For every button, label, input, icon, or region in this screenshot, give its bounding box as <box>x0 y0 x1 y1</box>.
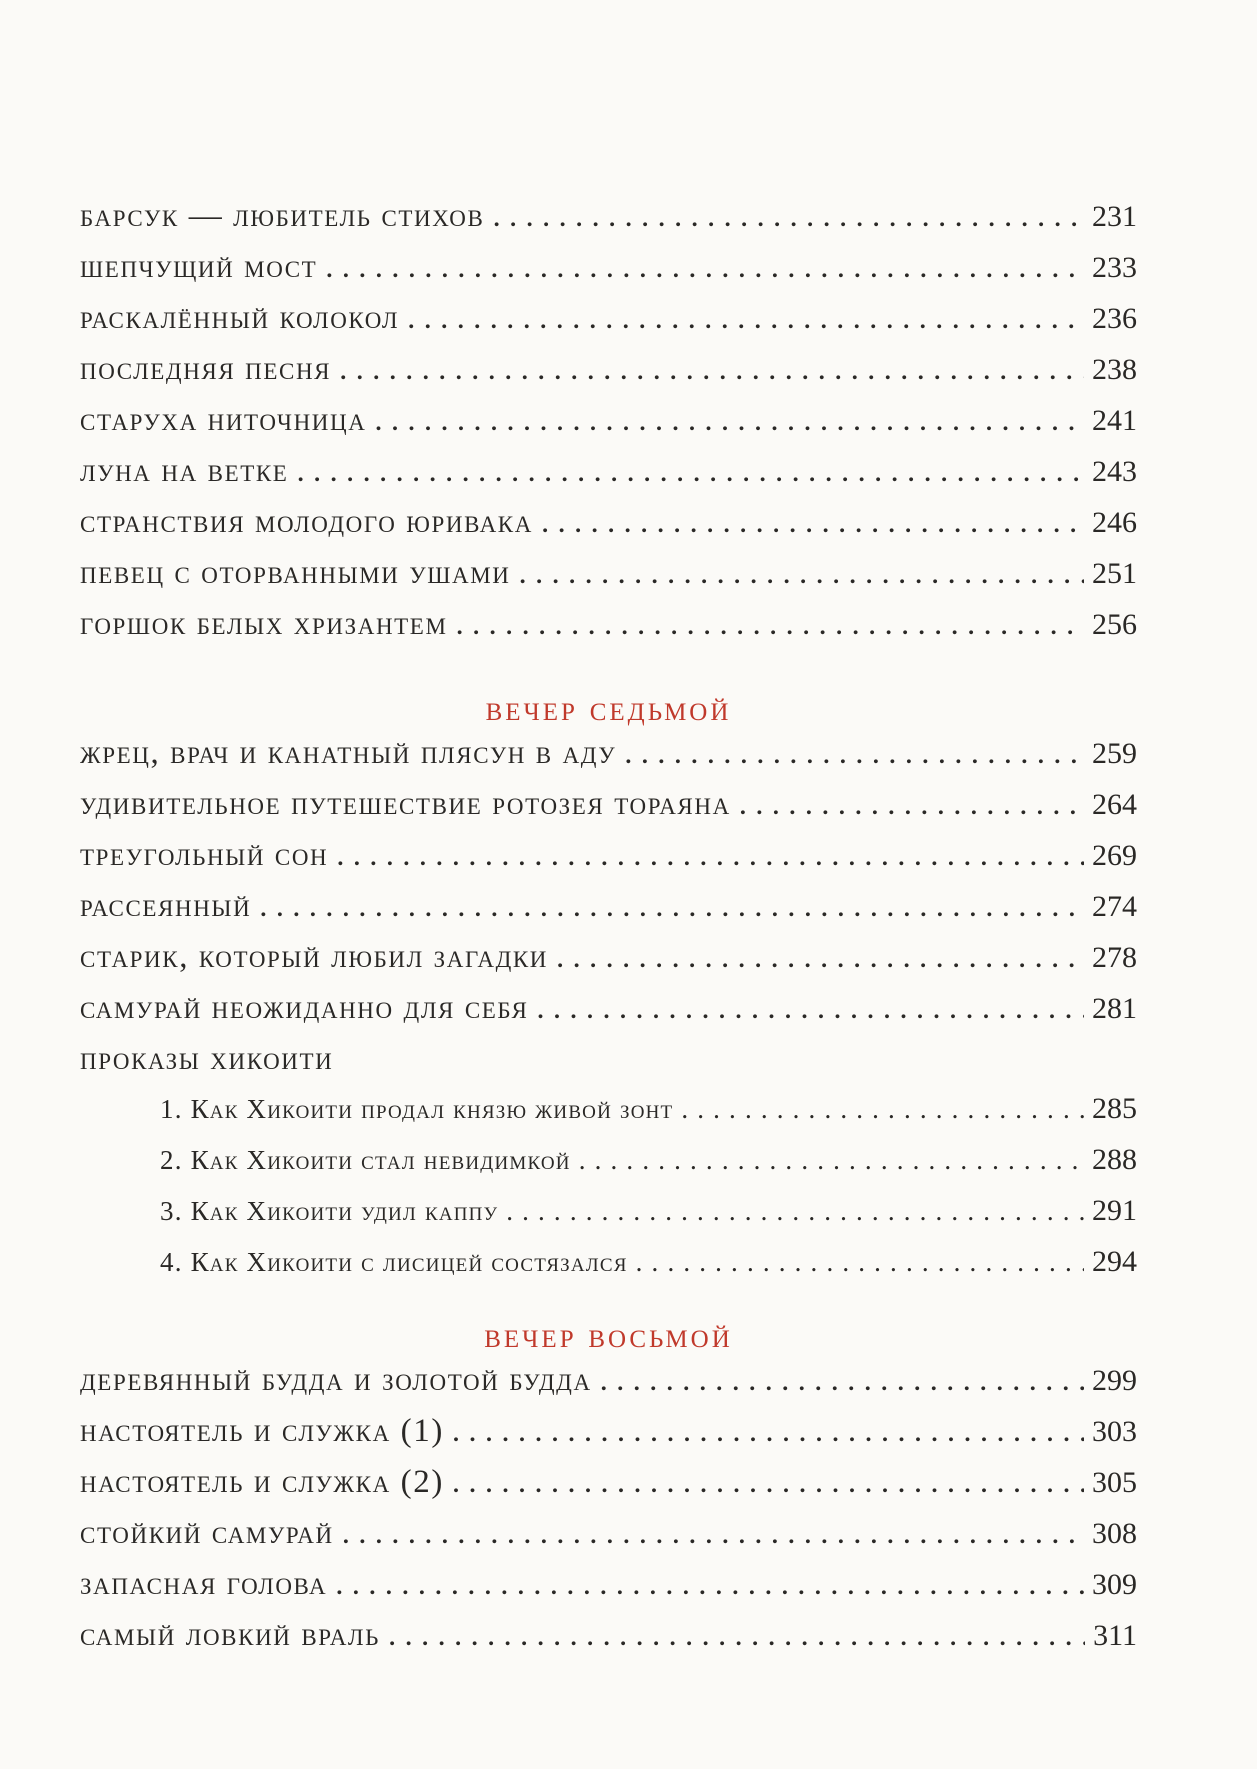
toc-entry[interactable] <box>80 1464 1137 1515</box>
toc-entry-title: последняя песня <box>80 351 332 387</box>
leader-dots <box>336 837 1084 874</box>
toc-entry-title: странствия молодого юривака <box>80 504 533 540</box>
toc-entry-title: шепчущий мост <box>80 249 318 285</box>
toc-entry[interactable] <box>80 504 1137 555</box>
leader-dots <box>492 198 1084 235</box>
leader-dots <box>600 1362 1084 1399</box>
leader-dots <box>536 990 1084 1027</box>
toc-entry-page: 264 <box>1092 788 1137 821</box>
leader-dots <box>519 555 1084 592</box>
leader-dots <box>739 786 1084 823</box>
toc-subentry[interactable] <box>80 1245 1137 1296</box>
toc-entry-title: рассеянный <box>80 888 252 924</box>
toc-entry-page: 246 <box>1092 506 1137 539</box>
toc-entry-page: 251 <box>1092 557 1137 590</box>
leader-dots <box>579 1145 1084 1176</box>
toc-entry-title: настоятель и служка (1) <box>80 1413 444 1449</box>
leader-dots <box>259 888 1084 925</box>
toc-entry[interactable] <box>80 453 1137 504</box>
leader-dots <box>506 1196 1084 1227</box>
toc-entry-title: деревянный будда и золотой будда <box>80 1362 592 1398</box>
toc-entry-page: 238 <box>1092 353 1137 386</box>
toc-entry-title: самый ловкий враль <box>80 1617 380 1653</box>
toc-entry-page: 281 <box>1092 992 1137 1025</box>
section-heading-evening-7: вечер седьмой <box>485 689 732 728</box>
toc-entry[interactable] <box>80 198 1137 249</box>
toc-entry-page: 243 <box>1092 455 1137 488</box>
leader-dots <box>335 1566 1084 1603</box>
toc-subentry-title: 3. Как Хикоити удил каппу <box>160 1196 499 1226</box>
toc-entry[interactable] <box>80 990 1137 1041</box>
toc-subentry[interactable] <box>80 1143 1137 1194</box>
toc-subentry-title: 1. Как Хикоити продал князю живой зонт <box>160 1094 674 1124</box>
toc-entry-page: 308 <box>1092 1517 1137 1550</box>
toc-entry[interactable] <box>80 1515 1137 1566</box>
toc-entry-page: 303 <box>1092 1415 1137 1448</box>
toc-entry-title: запасная голова <box>80 1566 328 1602</box>
leader-dots <box>296 453 1084 490</box>
toc-entry-title: самурай неожиданно для себя <box>80 990 529 1026</box>
toc-entry-page: 259 <box>1092 737 1137 770</box>
toc-entry-title: певец с оторванными ушами <box>80 555 511 591</box>
toc-subentry-title: 4. Как Хикоити с лисицей состязался <box>160 1247 628 1277</box>
toc-entry[interactable] <box>80 786 1137 837</box>
toc-entry-title: жрец, врач и канатный плясун в аду <box>80 735 617 771</box>
toc-entry-title: старуха ниточница <box>80 402 367 438</box>
leader-dots <box>636 1247 1084 1278</box>
toc-subentry-page: 294 <box>1092 1245 1137 1278</box>
leader-dots <box>452 1464 1084 1501</box>
leader-dots <box>407 300 1084 337</box>
toc-entry[interactable] <box>80 249 1137 300</box>
toc-subentry-title: 2. Как Хикоити стал невидимкой <box>160 1145 571 1175</box>
leader-dots <box>388 1617 1085 1654</box>
toc-entry[interactable] <box>80 402 1137 453</box>
toc-entry-page: 269 <box>1092 839 1137 872</box>
toc-entry[interactable] <box>80 555 1137 606</box>
leader-dots <box>339 351 1084 388</box>
toc-entry-title: горшок белых хризантем <box>80 606 448 642</box>
toc-entry-page: 311 <box>1093 1619 1137 1652</box>
toc-entry-page: 305 <box>1092 1466 1137 1499</box>
toc-entry-page: 236 <box>1092 302 1137 335</box>
leader-dots <box>624 735 1084 772</box>
toc-entry[interactable] <box>80 300 1137 351</box>
leader-dots <box>452 1413 1084 1450</box>
toc-entry-title: луна на ветке <box>80 453 289 489</box>
toc-entry-page: 309 <box>1092 1568 1137 1601</box>
toc-entry[interactable] <box>80 351 1137 402</box>
toc-entry-page: 278 <box>1092 941 1137 974</box>
toc-entry[interactable] <box>80 837 1137 888</box>
toc-entry-title: удивительное путешествие ротозея тораяна <box>80 786 731 822</box>
leader-dots <box>374 402 1084 439</box>
toc-entry-page: 299 <box>1092 1364 1137 1397</box>
toc-entry[interactable] <box>80 1617 1137 1668</box>
toc-group-title-text: проказы хикоити <box>80 1041 334 1077</box>
toc-entry[interactable] <box>80 888 1137 939</box>
toc-entry-page: 256 <box>1092 608 1137 641</box>
toc-entry-page: 233 <box>1092 251 1137 284</box>
toc-subentry-page: 288 <box>1092 1143 1137 1176</box>
leader-dots <box>541 504 1084 541</box>
toc-entry-title: настоятель и служка (2) <box>80 1464 444 1500</box>
toc-subentry[interactable] <box>80 1092 1137 1143</box>
toc-entry[interactable] <box>80 606 1137 657</box>
toc-entry-title: стойкий самурай <box>80 1515 334 1551</box>
toc-entry-title: треугольный сон <box>80 837 329 873</box>
toc-entry-page: 241 <box>1092 404 1137 437</box>
toc-entry-title: раскалённый колокол <box>80 300 400 336</box>
toc-subentry-page: 285 <box>1092 1092 1137 1125</box>
toc-entry-page: 231 <box>1092 200 1137 233</box>
leader-dots <box>456 606 1084 643</box>
toc-subentry[interactable] <box>80 1194 1137 1245</box>
toc-entry[interactable] <box>80 1362 1137 1413</box>
toc-entry[interactable] <box>80 1413 1137 1464</box>
leader-dots <box>342 1515 1084 1552</box>
toc-group-title-pranks[interactable] <box>80 1041 1137 1092</box>
toc-entry[interactable] <box>80 735 1137 786</box>
toc-entry-title: барсук — любитель стихов <box>80 198 485 234</box>
toc-subentry-page: 291 <box>1092 1194 1137 1227</box>
toc-entry-title: старик, который любил загадки <box>80 939 549 975</box>
section-heading-evening-8: вечер восьмой <box>484 1316 733 1355</box>
toc-entry[interactable] <box>80 1566 1137 1617</box>
leader-dots <box>325 249 1084 286</box>
leader-dots <box>681 1094 1084 1125</box>
leader-dots <box>556 939 1084 976</box>
toc-entry-page: 274 <box>1092 890 1137 923</box>
table-of-contents <box>80 198 1137 1668</box>
toc-entry[interactable] <box>80 939 1137 990</box>
